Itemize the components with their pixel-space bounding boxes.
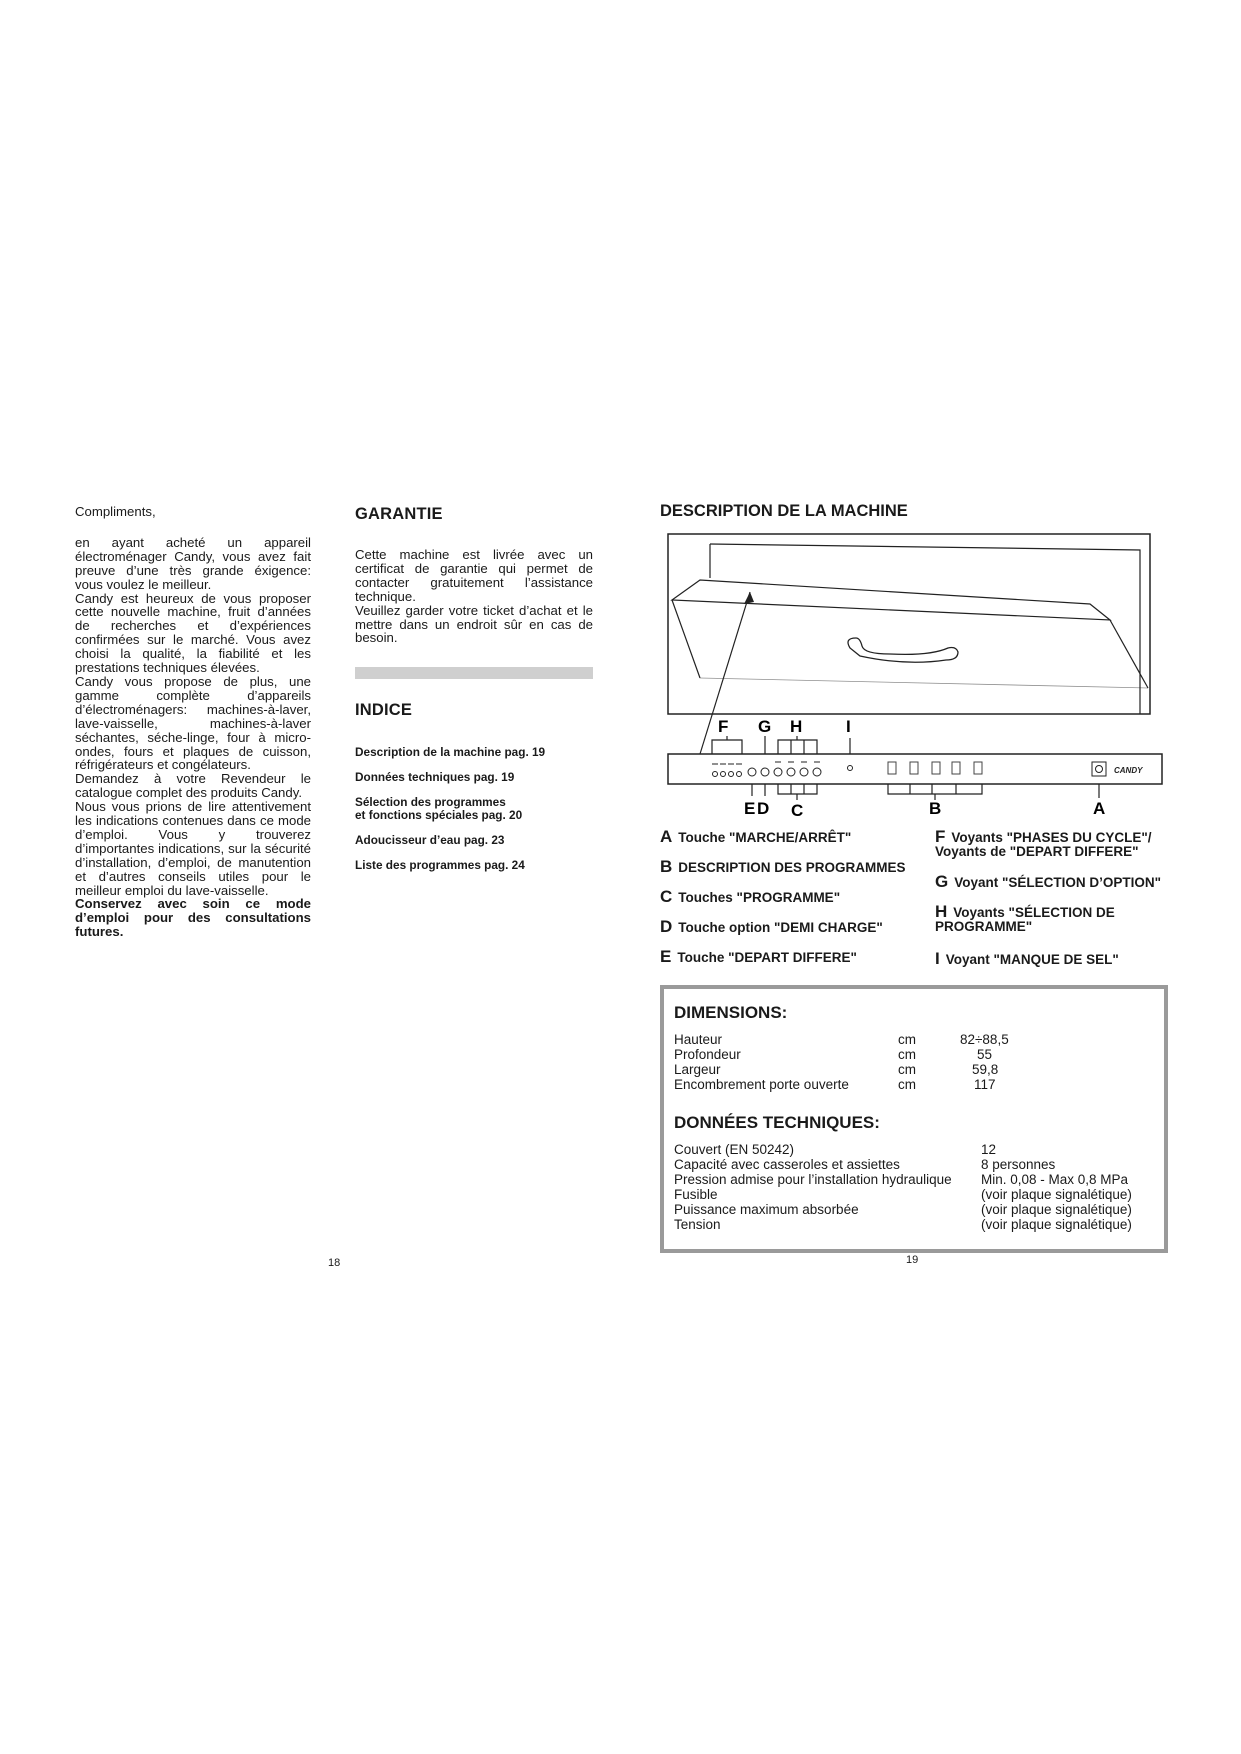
- intro-column: [75, 505, 311, 939]
- label-f: F: [718, 717, 729, 736]
- legend-item: I Voyant "MANQUE DE SEL": [935, 949, 1119, 968]
- garantie-indice-column: [355, 505, 593, 884]
- legend-item: C Touches "PROGRAMME": [660, 887, 841, 906]
- description-column: [660, 502, 1180, 1232]
- program-symbols: [888, 762, 982, 774]
- indice-item[interactable]: Sélection des programmes et fonctions spéciales pag. 20: [355, 795, 523, 823]
- page-number-left: 18: [328, 1257, 341, 1269]
- legend-item: E Touche "DEPART DIFFERE": [660, 947, 857, 966]
- garantie-paragraph: Veuillez garder votre ticket d’achat et le mettre dans un endroit sûr en cas de besoin.: [355, 602, 593, 646]
- legend-item: F Voyants "PHASES DU CYCLE"/ Voyants de "DEPART DIFFERE": [935, 827, 1152, 859]
- indice-title: INDICE: [355, 701, 413, 720]
- indice-item[interactable]: Données techniques pag. 19: [355, 770, 515, 785]
- program-buttons: [774, 762, 821, 776]
- on-off-button: [1092, 762, 1106, 776]
- label-c: C: [791, 801, 804, 820]
- label-e: E: [744, 799, 756, 818]
- intro-paragraph: en ayant acheté un appareil électroménager Candy, vous avez fait preuve d’une très grande éxigence: vous voulez le meilleur.: [75, 534, 311, 592]
- machine-diagram: [660, 528, 1180, 828]
- specifications-box: DIMENSIONS: Hauteur cm 82÷88,5 Profondeur cm 55 Largeur cm 59,8 Encombrement porte ouverte cm 117 DONNÉES TECHNIQUES: Couvert (EN 50242) 12 Capacité avec casseroles et assiettes 8 personnes Pression admise pour l’installation hydraulique Min. 0,08 - Max 0,8 MPa Fusible (voir plaque signalétique) Puissance maximum absorbée (voir plaque signalétique) Tension (voir plaque signalétique): [660, 985, 1168, 1253]
- dishwasher-drawing: [660, 528, 1180, 828]
- salt-led: [848, 766, 853, 771]
- page-number-right: 19: [906, 1254, 919, 1266]
- intro-paragraph: Candy est heureux de vous proposer cette nouvelle machine, fruit d’années de recherches et d’expériences confirmées sur le marché. Vous avez choisi la qualité, la fiabilité et les prestations techniques élevées.: [75, 590, 311, 676]
- legend-item: A Touche "MARCHE/ARRÊT": [660, 827, 852, 846]
- intro-paragraph-bold: Conservez avec soin ce mode d’emploi pour des consultations futures.: [75, 896, 311, 940]
- legend-item: D Touche option "DEMI CHARGE": [660, 917, 883, 936]
- legend-item: B DESCRIPTION DES PROGRAMMES: [660, 857, 906, 876]
- label-d: D: [757, 799, 770, 818]
- indice-item[interactable]: Description de la machine pag. 19: [355, 745, 546, 760]
- inner-panel-line: [710, 544, 1140, 714]
- garantie-paragraph: Cette machine est livrée avec un certificat de garantie qui permet de contacter gratuitement l’assistance technique.: [355, 547, 593, 604]
- garantie-text: [355, 548, 593, 645]
- half-load-button: [761, 768, 769, 776]
- door-top-bevel: [672, 580, 1110, 620]
- garantie-title: GARANTIE: [355, 505, 443, 523]
- intro-paragraph: Demandez à votre Revendeur le catalogue complet des produits Candy.: [75, 771, 311, 801]
- indice-list: [355, 746, 593, 872]
- brand-logo: CANDY: [1114, 766, 1143, 775]
- label-i: I: [846, 717, 851, 736]
- section-divider: [355, 667, 593, 679]
- legend-item: G Voyant "SÉLECTION D’OPTION": [935, 872, 1162, 891]
- label-b: B: [929, 799, 942, 818]
- intro-paragraph: Candy vous propose de plus, une gamme complète d’appareils d’électroménagers: machines-à-laver, lave-vaisselle, machines-à-laver séchantes, séche-linge, four à micro-ondes, fours et plaques de cuisson, réfrigérateurs et congélateurs.: [75, 673, 311, 773]
- phase-leds: [712, 764, 742, 777]
- label-a: A: [1093, 799, 1106, 818]
- compliments-heading: Compliments,: [75, 504, 156, 519]
- control-panel: [668, 754, 1162, 784]
- dimensions-title: DIMENSIONS:: [674, 1003, 788, 1022]
- delay-start-button: [748, 768, 756, 776]
- door-handle: [848, 638, 958, 662]
- intro-paragraph: Nous vous prions de lire attentivement les indications contenues dans ce mode d’emploi. Vous y trouverez d’importantes indications, sur la sécurité d’installation, d’emploi, de manutention et d’autres conseils utiles pour le meilleur emploi du lave-vaisselle.: [75, 799, 311, 898]
- indice-item[interactable]: Liste des programmes pag. 24: [355, 858, 525, 873]
- intro-text: [75, 536, 311, 939]
- description-title: DESCRIPTION DE LA MACHINE: [660, 502, 908, 520]
- label-h: H: [790, 717, 803, 736]
- tech-title: DONNÉES TECHNIQUES:: [674, 1113, 880, 1132]
- legend-item: H Voyants "SÉLECTION DE PROGRAMME": [935, 902, 1115, 934]
- label-g: G: [758, 717, 772, 736]
- indice-item[interactable]: Adoucisseur d’eau pag. 23: [355, 833, 505, 848]
